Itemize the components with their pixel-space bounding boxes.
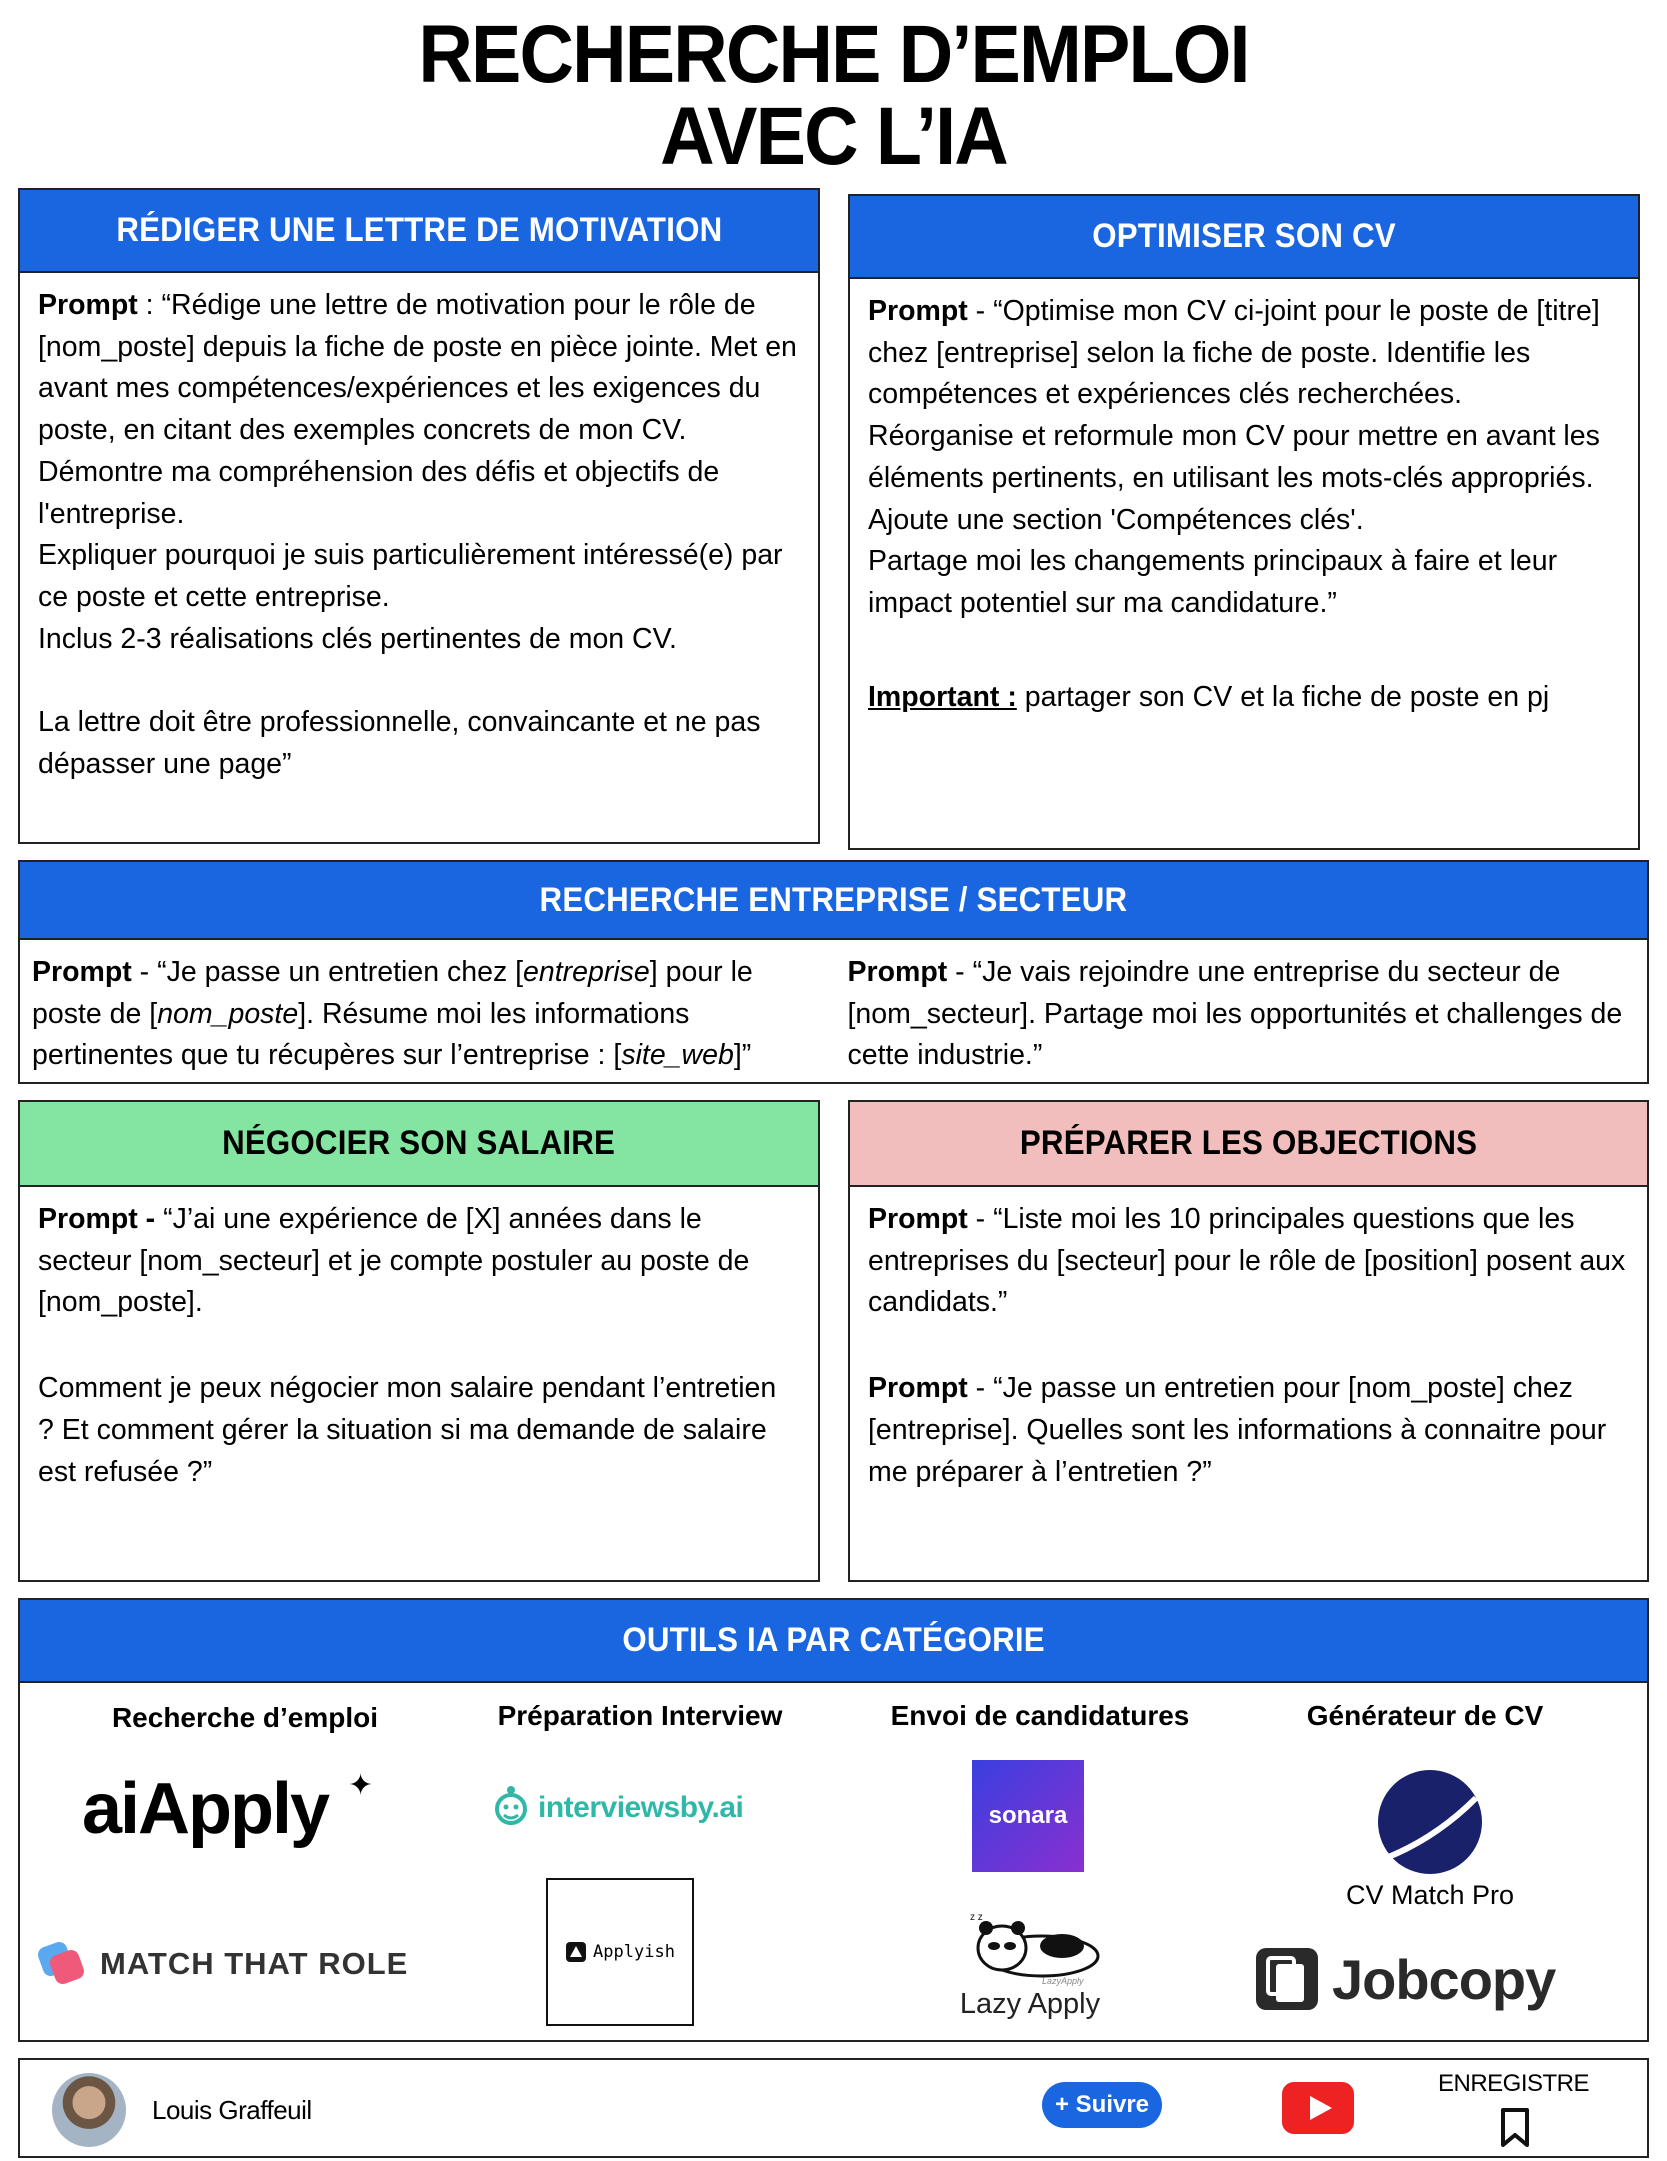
interviewsby-logo[interactable] <box>492 1778 792 1838</box>
category-recherche-emploi: Recherche d’emploi <box>111 1702 379 1733</box>
applyish-logo[interactable] <box>546 1878 694 2026</box>
card-preparer-objections <box>848 1100 1649 1582</box>
recherche-right-prompt <box>832 942 1648 1087</box>
jobcopy-wordmark: Jobcopy <box>1332 1947 1556 2011</box>
prompt-text: - “Je passe un entretien chez [ <box>131 956 524 988</box>
prompt-text: “J’ai une expérience de [X] années dans le secteur [nom_secteur] et je compte postuler au poste de [nom_poste]. <box>38 1203 750 1319</box>
prompt-label: Prompt - <box>38 1203 164 1235</box>
important-label: Important : <box>868 680 1017 713</box>
matchthatrole-wordmark: MATCH THAT ROLE <box>100 1946 409 1981</box>
card-body-text <box>868 1199 1629 1324</box>
prompt-text: ]. Résume moi les informations pertinentes que tu récupères sur l’entreprise : [ <box>32 997 690 1071</box>
card-heading-text: NÉGOCIER SON SALAIRE <box>222 1124 616 1162</box>
card-body-text-2 <box>868 1368 1629 1493</box>
card-heading-text: RÉDIGER UNE LETTRE DE MOTIVATION <box>115 211 723 249</box>
title-line-1: RECHERCHE D’EMPLOI <box>418 9 1249 100</box>
category-generateur-cv: Générateur de CV <box>1306 1700 1544 1731</box>
robot-icon <box>492 1785 530 1831</box>
prompt-label: Prompt <box>868 1372 968 1405</box>
prompt-label: Prompt <box>32 956 132 988</box>
avatar[interactable] <box>52 2073 126 2147</box>
bookmark-icon[interactable] <box>1500 2108 1530 2148</box>
sonara-wordmark: sonara <box>988 1802 1068 1829</box>
lazyapply-small-text: LazyApply <box>1042 1976 1084 1986</box>
matchthatrole-logo[interactable] <box>36 1934 416 1994</box>
prompt-text: - “Optimise mon CV ci-joint pour le poste de [titre] chez [entreprise] selon la fiche de poste. Identifie les compétences et expériences clés recherchées. Réorganise et reformule mon CV pour mettre en avant les éléments pertinents, en utilisant les mots-clés appropriés. Ajoute une section 'Compétences clés'. Partage moi les changements principaux à faire et leur impact potentiel sur ma candidature.” <box>868 295 1600 619</box>
card-heading-text: OPTIMISER SON CV <box>1092 217 1396 255</box>
important-text: partager son CV et la fiche de poste en pj <box>1016 680 1550 713</box>
card-heading <box>850 1102 1647 1187</box>
prompt-text: - “Je vais rejoindre une entreprise du secteur de [nom_secteur]. Partage moi les opportunités et challenges de cette industrie.” <box>847 956 1623 1071</box>
card-heading <box>20 862 1647 940</box>
prompt-label: Prompt <box>38 289 138 321</box>
prompt-question: Comment je peux négocier mon salaire pendant l’entretien ? Et comment gérer la situation si ma demande de salaire est refusée ?” <box>38 1372 777 1488</box>
prompt-text: ] pour le poste de [ <box>32 956 753 1030</box>
card-lettre-motivation <box>18 188 820 844</box>
important-note <box>868 677 1620 719</box>
jobcopy-icon <box>1254 1946 1320 2012</box>
card-heading <box>850 196 1638 279</box>
card-heading <box>20 190 818 273</box>
matchthatrole-icon <box>36 1938 88 1990</box>
applyish-icon <box>565 1941 587 1963</box>
prompt-placeholder: entreprise <box>523 956 650 988</box>
recherche-left-prompt <box>20 942 832 1087</box>
lazyapply-wordmark: Lazy Apply <box>959 1988 1101 2020</box>
footer-bar <box>18 2058 1649 2158</box>
prompt-placeholder: site_web <box>621 1039 734 1071</box>
jobcopy-logo[interactable] <box>1254 1944 1594 2014</box>
prompt-text: ]” <box>733 1039 752 1071</box>
card-recherche-entreprise <box>18 860 1649 1084</box>
card-heading-text: RECHERCHE ENTREPRISE / SECTEUR <box>539 880 1128 919</box>
card-optimiser-cv <box>848 194 1640 850</box>
cvmatch-logo[interactable] <box>1310 1768 1550 1908</box>
prompt-text: - “Liste moi les 10 principales questions que les entreprises du [secteur] pour le rôle de [position] posent aux candidats.” <box>868 1203 1626 1319</box>
aiapply-logo[interactable] <box>82 1768 382 1858</box>
applyish-wordmark: Applyish <box>593 1942 675 1962</box>
category-preparation-interview: Préparation Interview <box>497 1700 783 1731</box>
prompt-closing: La lettre doit être professionnelle, convaincante et ne pas dépasser une page” <box>38 706 761 780</box>
sonara-logo[interactable] <box>972 1760 1084 1872</box>
card-body-text <box>38 285 800 660</box>
sparkle-icon: ✦ <box>348 1769 374 1802</box>
prompt-placeholder: nom_poste <box>157 997 299 1030</box>
lazyapply-logo[interactable] <box>940 1910 1120 2032</box>
save-label: ENREGISTRE <box>1438 2070 1590 2097</box>
youtube-icon[interactable] <box>1282 2082 1354 2134</box>
prompt-label: Prompt <box>868 1203 968 1235</box>
svg-text:z z: z z <box>970 1912 983 1923</box>
card-heading-text: PRÉPARER LES OBJECTIONS <box>1019 1124 1478 1162</box>
card-outils-ia <box>18 1598 1649 2042</box>
cvmatch-icon <box>1376 1768 1484 1876</box>
prompt-text: : “Rédige une lettre de motivation pour le rôle de [nom_poste] depuis la fiche de poste en pièce jointe. Met en avant mes compétences/expériences et les exigences du poste, en citant des exemples concrets de mon CV. Démontre ma compréhension des défis et objectifs de l'entreprise. Expliquer pourquoi je suis particulièrement intéressé(e) par ce poste et cette entreprise. Inclus 2-3 réalisations clés pertinentes de mon CV. <box>38 289 797 655</box>
aiapply-wordmark: aiApply <box>82 1769 329 1849</box>
category-envoi-candidatures: Envoi de candidatures <box>890 1700 1190 1731</box>
author-name[interactable]: Louis Graffeuil <box>152 2095 312 2125</box>
interviewsby-wordmark: interviewsby.ai <box>538 1791 744 1824</box>
panda-icon <box>964 1910 1104 1980</box>
card-body-text <box>38 1199 800 1324</box>
card-heading <box>20 1600 1647 1683</box>
card-heading-text: OUTILS IA PAR CATÉGORIE <box>622 1621 1045 1659</box>
card-heading <box>20 1102 818 1187</box>
title-line-2: AVEC L’IA <box>660 91 1007 182</box>
card-negocier-salaire <box>18 1100 820 1582</box>
prompt-text: - “Je passe un entretien pour [nom_poste] chez [entreprise]. Quelles sont les informations à connaitre pour me préparer à l’entretien ?” <box>868 1372 1607 1488</box>
prompt-label: Prompt <box>847 956 948 988</box>
cvmatch-wordmark: CV Match Pro <box>1345 1880 1515 1910</box>
prompt-label: Prompt <box>868 295 968 327</box>
page-title <box>67 9 1601 182</box>
card-body-text <box>868 291 1620 625</box>
follow-button[interactable]: + Suivre <box>1042 2082 1162 2128</box>
